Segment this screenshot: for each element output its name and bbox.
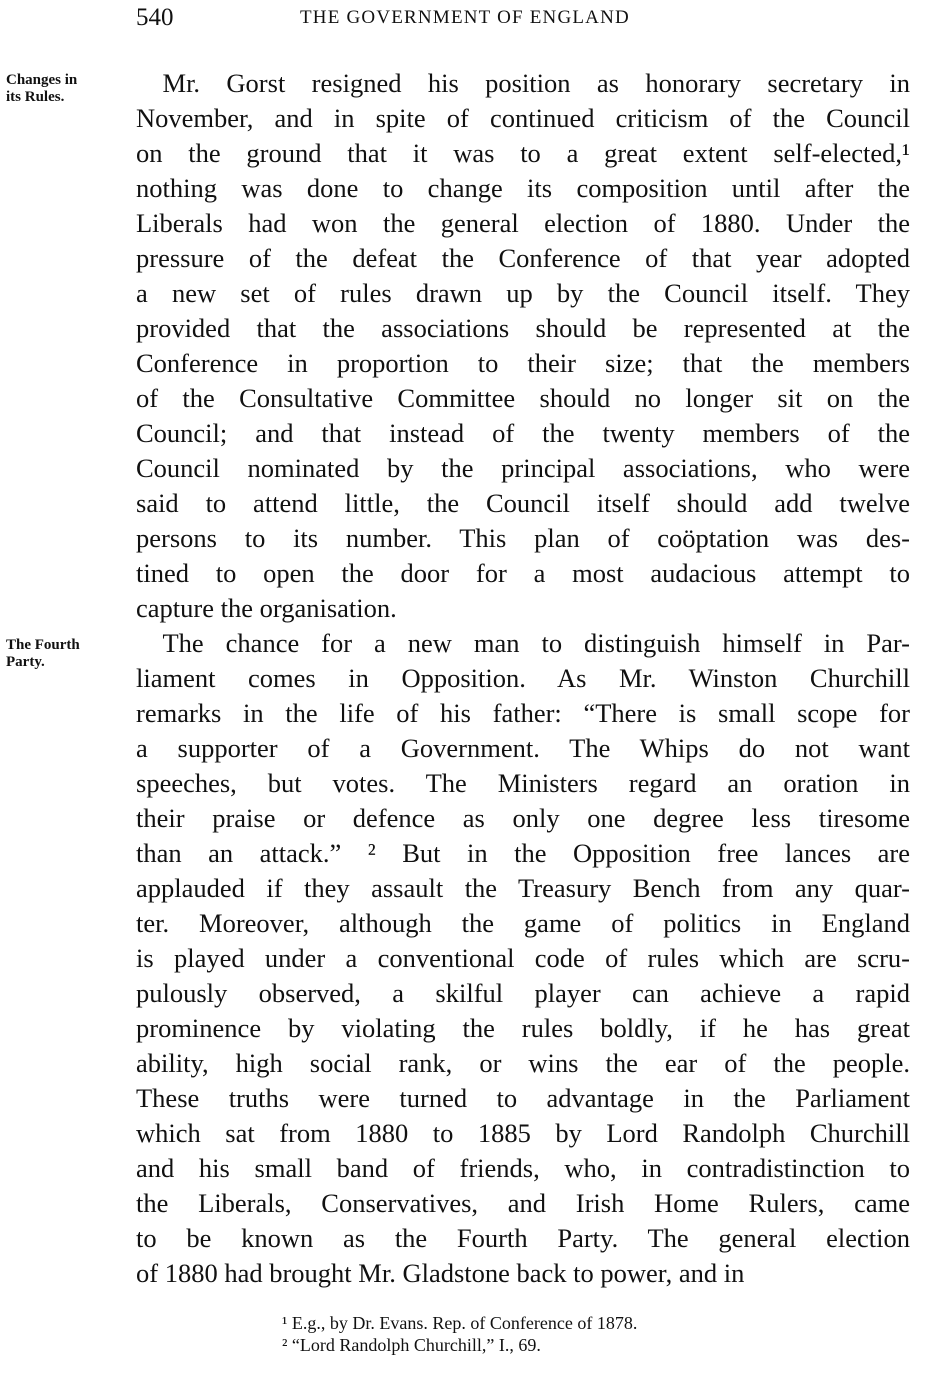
text-line: and his small band of friends, who, in contradistinction to: [136, 1153, 910, 1183]
text-line: ability, high social rank, or wins the ear of the people.: [136, 1048, 910, 1078]
text-line: liament comes in Opposition. As Mr. Winston Churchill: [136, 663, 910, 693]
body-text: [136, 66, 910, 1291]
text-line: ter. Moreover, although the game of politics in England: [136, 908, 910, 938]
text-line: applauded if they assault the Treasury Bench from any quar-: [136, 873, 910, 903]
text-line: speeches, but votes. The Ministers regard an oration in: [136, 768, 910, 798]
text-line: remarks in the life of his father: “There is small scope for: [136, 698, 910, 728]
text-line: of 1880 had brought Mr. Gladstone back to power, and in: [136, 1258, 745, 1288]
text-line: pulously observed, a skilful player can achieve a rapid: [136, 978, 910, 1008]
text-line: persons to its number. This plan of coöptation was des-: [136, 523, 910, 553]
sidenote-line: its Rules.: [6, 89, 65, 105]
text-line: Council; and that instead of the twenty members of the: [136, 418, 910, 448]
text-line: Mr. Gorst resigned his position as honorary secretary in: [136, 68, 910, 98]
text-line: their praise or defence as only one degree less tiresome: [136, 803, 910, 833]
text-line: November, and in spite of continued criticism of the Council: [136, 103, 910, 133]
text-line: Council nominated by the principal associations, who were: [136, 453, 910, 483]
text-line: provided that the associations should be represented at the: [136, 313, 910, 343]
text-line: a new set of rules drawn up by the Council itself. They: [136, 278, 910, 308]
text-line: Conference in proportion to their size; that the members: [136, 348, 910, 378]
sidenote-line: Party.: [6, 654, 45, 670]
text-line: pressure of the defeat the Conference of that year adopted: [136, 243, 910, 273]
text-line: to be known as the Fourth Party. The general election: [136, 1223, 910, 1253]
text-line: capture the organisation.: [136, 593, 397, 623]
text-line: prominence by violating the rules boldly, if he has great: [136, 1013, 910, 1043]
text-line: said to attend little, the Council itself should add twelve: [136, 488, 910, 518]
text-line: tined to open the door for a most audacious attempt to: [136, 558, 910, 588]
text-line: The chance for a new man to distinguish himself in Par-: [136, 628, 910, 658]
text-line: on the ground that it was to a great extent self-elected,¹: [136, 138, 910, 168]
page-number: 540: [136, 4, 174, 31]
text-line: These truths were turned to advantage in the Parliament: [136, 1083, 910, 1113]
text-line: nothing was done to change its composition until after the: [136, 173, 910, 203]
sidenote-changes-in-rules: [6, 72, 77, 106]
text-line: than an attack.” ² But in the Opposition free lances are: [136, 838, 910, 868]
footnote-2: ² “Lord Randolph Churchill,” I., 69.: [282, 1335, 541, 1355]
text-line: of the Consultative Committee should no longer sit on the: [136, 383, 910, 413]
text-line: a supporter of a Government. The Whips do not want: [136, 733, 910, 763]
text-line: the Liberals, Conservatives, and Irish Home Rulers, came: [136, 1188, 910, 1218]
sidenote-fourth-party: [6, 637, 80, 671]
sidenote-line: Changes in: [6, 72, 78, 88]
page-header: [0, 4, 936, 34]
text-line: is played under a conventional code of rules which are scru-: [136, 943, 910, 973]
text-line: which sat from 1880 to 1885 by Lord Randolph Churchill: [136, 1118, 910, 1148]
footnotes: [282, 1312, 637, 1356]
footnote-1: ¹ E.g., by Dr. Evans. Rep. of Conference of 1878.: [282, 1313, 638, 1333]
running-title: THE GOVERNMENT OF ENGLAND: [300, 7, 630, 28]
sidenote-line: The Fourth: [6, 637, 80, 653]
text-line: Liberals had won the general election of 1880. Under the: [136, 208, 910, 238]
